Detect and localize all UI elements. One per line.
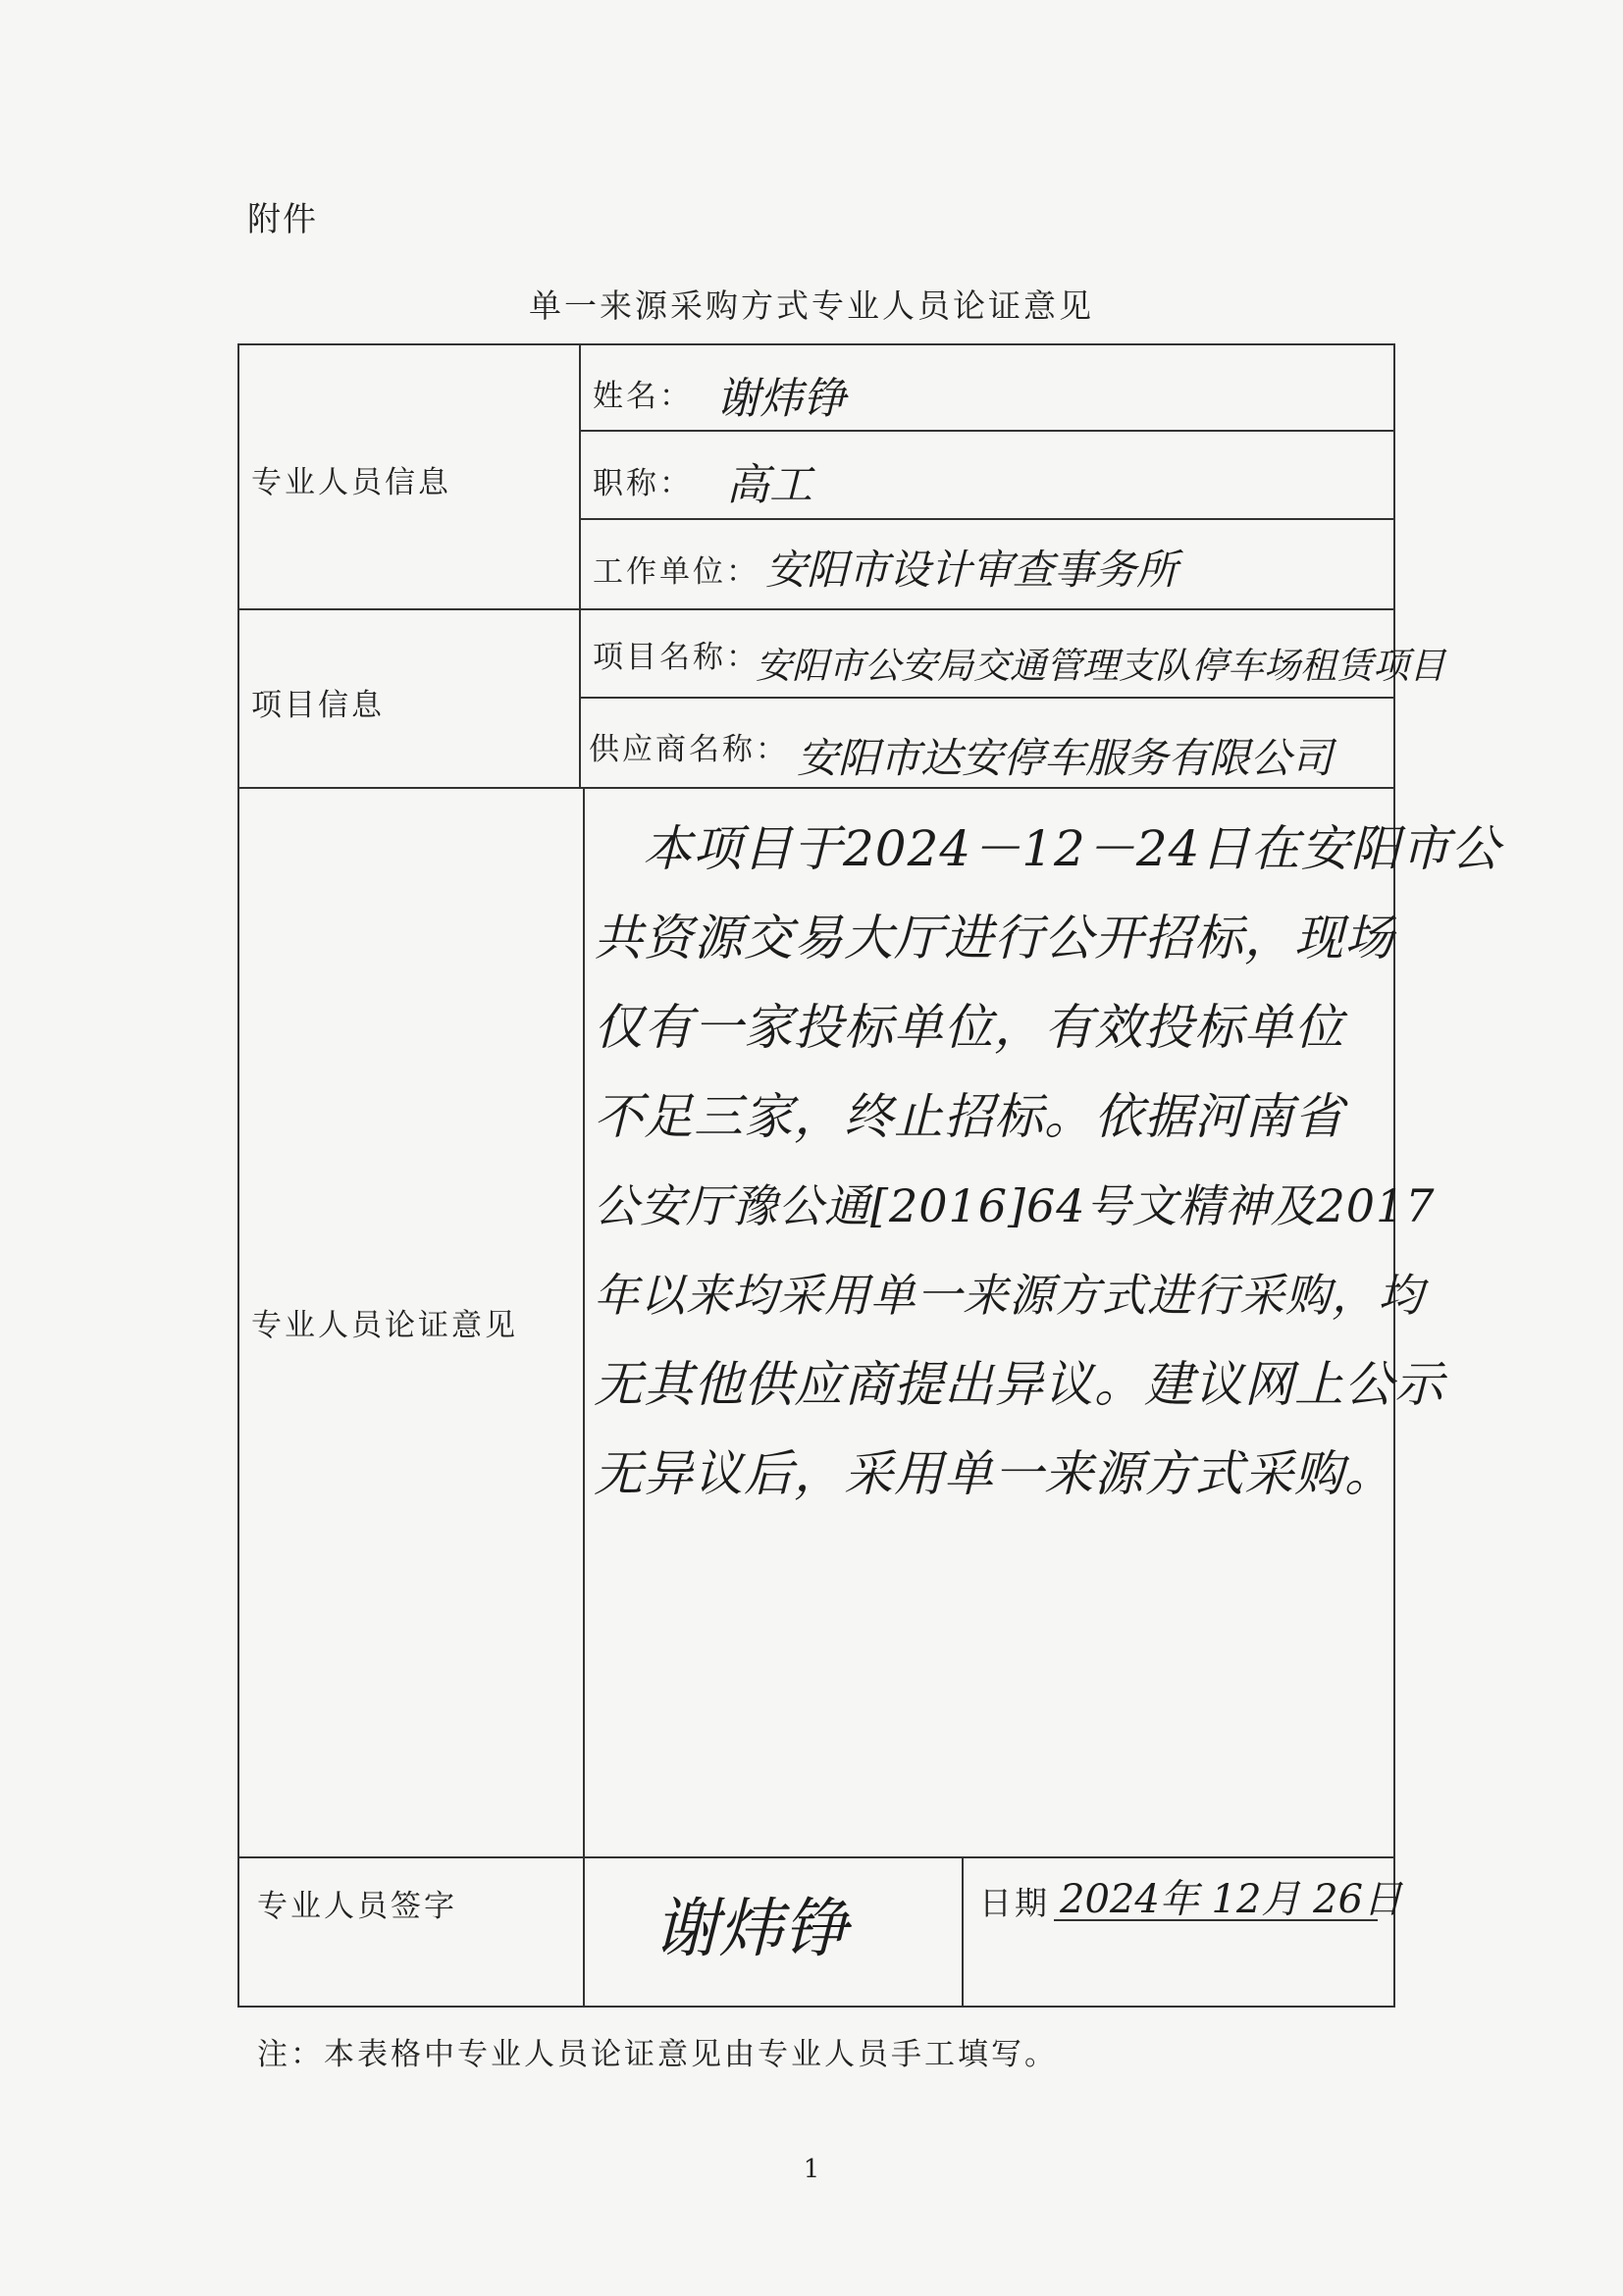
opinion-text — [594, 805, 1501, 1519]
signature-value: 谢炜铮 — [654, 1891, 848, 1966]
date-value: 2024年 12月 26日 — [1060, 1877, 1403, 1922]
supplier-label: 供应商名称： — [589, 732, 789, 767]
attachment-label: 附件 — [247, 200, 318, 239]
row-divider — [579, 518, 1395, 520]
opinion-line: 无其他供应商提出异议。建议网上公示 — [594, 1356, 1444, 1413]
name-label: 姓名： — [593, 379, 693, 414]
column-divider — [583, 787, 585, 2008]
opinion-line: 公安厅豫公通[2016]64号文精神及2017 — [594, 1179, 1436, 1232]
row-divider — [579, 697, 1395, 699]
document-title: 单一来源采购方式专业人员论证意见 — [529, 287, 1094, 325]
supplier-value: 安阳市达安停车服务有限公司 — [797, 734, 1334, 782]
row-divider — [237, 1856, 1395, 1858]
name-value: 谢炜铮 — [716, 374, 846, 424]
row-divider — [237, 608, 1395, 610]
opinion-line: 仅有一家投标单位，有效投标单位 — [594, 999, 1344, 1056]
opinion-line: 共资源交易大厅进行公开招标，现场 — [594, 910, 1394, 966]
opinion-line: 本项目于2024－12－24日在安阳市公 — [643, 820, 1501, 877]
work-unit-label: 工作单位： — [593, 554, 759, 590]
footnote: 注：本表格中专业人员论证意见由专业人员手工填写。 — [257, 2037, 1058, 2072]
row-divider — [237, 787, 1395, 789]
row-divider — [579, 430, 1395, 432]
column-divider — [962, 1856, 964, 2008]
column-divider — [579, 343, 581, 787]
work-unit-value: 安阳市设计审查事务所 — [765, 546, 1178, 594]
opinion-line: 年以来均采用单一来源方式进行采购，均 — [594, 1269, 1424, 1322]
section-project-info: 项目信息 — [251, 688, 385, 723]
section-signature: 专业人员签字 — [257, 1889, 457, 1924]
page-number: 1 — [803, 2155, 820, 2184]
opinion-line: 无异议后，采用单一来源方式采购。 — [594, 1445, 1394, 1502]
date-label: 日期 — [979, 1884, 1050, 1922]
opinion-line: 不足三家，终止招标。依据河南省 — [594, 1088, 1344, 1145]
date-underline — [1054, 1919, 1378, 1921]
project-name-label: 项目名称： — [593, 640, 759, 675]
title-label: 职称： — [593, 466, 693, 501]
section-opinion: 专业人员论证意见 — [251, 1308, 518, 1343]
section-personnel-info: 专业人员信息 — [251, 465, 451, 500]
title-value: 高工 — [726, 460, 812, 510]
project-name-value: 安阳市公安局交通管理支队停车场租赁项目 — [756, 645, 1445, 687]
